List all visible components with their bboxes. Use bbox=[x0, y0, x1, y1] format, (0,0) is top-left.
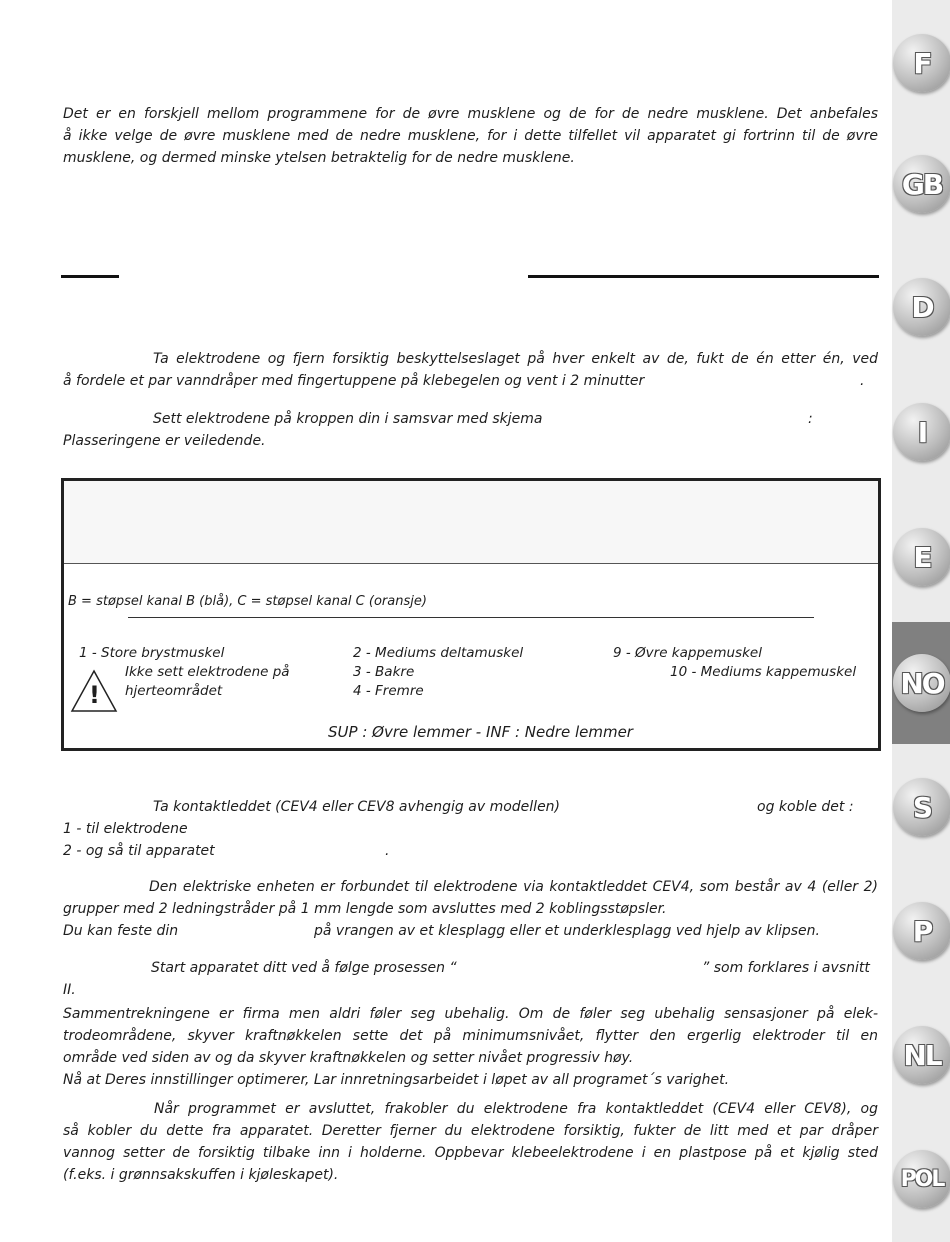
step4-line-3a: Du kan feste din bbox=[63, 923, 179, 939]
lang-tab-p[interactable]: P bbox=[893, 902, 950, 960]
warning-text-1: Ikke sett elektrodene på bbox=[125, 664, 290, 680]
step2-line-1-end: : bbox=[808, 411, 813, 427]
step3-item-2: 2 - og så til apparatet bbox=[63, 843, 215, 859]
muscle-1: 1 - Store brystmuskel bbox=[79, 645, 225, 661]
muscle-9: 9 - Øvre kappemuskel bbox=[613, 645, 762, 661]
step5-line-2: II. bbox=[63, 982, 76, 998]
warning-exclamation: ! bbox=[89, 681, 100, 709]
step4-line-3b: på vrangen av et klesplagg eller et underklesplagg ved hjelp av klipsen. bbox=[314, 923, 820, 939]
step5-para-2: trodeområdene, skyver kraftnøkkelen sette det på minimumsnivået, flytter den ergerlig elektroder til en bbox=[63, 1028, 878, 1044]
plug-legend: B = støpsel kanal B (blå), C = støpsel kanal C (oransje) bbox=[68, 594, 427, 609]
step1-line-1: Ta elektrodene og fjern forsiktig beskyttelseslaget på hver enkelt av de, fukt de én etter én, ved bbox=[153, 351, 878, 367]
step6-line-1: Når programmet er avsluttet, frakobler du elektrodene fra kontaktleddet (CEV4 eller CEV8), og bbox=[154, 1101, 878, 1117]
step5-para-4: Nå at Deres innstillinger optimerer, Lar innretningsarbeidet i løpet av all programet´s varighet. bbox=[63, 1072, 730, 1088]
muscle-4: 4 - Fremre bbox=[353, 683, 424, 699]
intro-line-3: musklene, og dermed minske ytelsen betraktelig for de nedre musklene. bbox=[63, 150, 575, 166]
lang-tab-s[interactable]: S bbox=[893, 778, 950, 836]
legend-underline bbox=[128, 617, 814, 618]
step6-line-3: vannog setter de forsiktig tilbake inn i holderne. Oppbevar klebeelektrodene i en plastpose på et kjølig sted bbox=[63, 1145, 878, 1161]
muscle-3: 3 - Bakre bbox=[353, 664, 415, 680]
step6-line-4: (f.eks. i grønnsakskuffen i kjøleskapet). bbox=[63, 1167, 339, 1183]
muscle-10: 10 - Mediums kappemuskel bbox=[670, 664, 857, 680]
intro-line-2: å ikke velge de øvre musklene med de nedre musklene, for i dette tilfellet vil apparatet gi fortrinn til de øvre bbox=[63, 128, 878, 144]
lang-tab-pol[interactable]: POL bbox=[893, 1150, 950, 1208]
step1-line-2-end: . bbox=[860, 373, 865, 389]
warning-sign bbox=[67, 661, 122, 723]
lang-tab-d[interactable]: D bbox=[893, 278, 950, 336]
section-rule-left bbox=[61, 275, 119, 278]
step2-line-1: Sett elektrodene på kroppen din i samsvar med skjema bbox=[153, 411, 543, 427]
step4-line-1: Den elektriske enheten er forbundet til elektrodene via kontaktleddet CEV4, som består av 4 (eller 2) bbox=[149, 879, 878, 895]
step5-para-3: område ved siden av og da skyver kraftnøkkelen og setter nivået progressiv høy. bbox=[63, 1050, 634, 1066]
intro-line-1: Det er en forskjell mellom programmene for de øvre musklene og de for de nedre musklene. Det anbefales bbox=[63, 106, 878, 122]
step3-item-2-end: . bbox=[385, 843, 390, 859]
limbs-legend: SUP : Øvre lemmer - INF : Nedre lemmer bbox=[328, 723, 633, 741]
step3-item-1: 1 - til elektrodene bbox=[63, 821, 188, 837]
lang-tab-nl[interactable]: NL bbox=[893, 1026, 950, 1084]
step6-line-2: så kobler du dette fra apparatet. Deretter fjerner du elektrodene forsiktig, fukter de litt med et par dråper bbox=[63, 1123, 878, 1139]
electrode-placement-box bbox=[61, 478, 881, 751]
box-header bbox=[64, 481, 878, 564]
step1-line-2: å fordele et par vanndråper med fingertuppene på klebegelen og vent i 2 minutter bbox=[63, 373, 645, 389]
lang-tab-i[interactable]: I bbox=[893, 403, 950, 461]
step5-line-1a: Start apparatet ditt ved å følge prosessen “ bbox=[151, 960, 457, 976]
step2-line-2: Plasseringene er veiledende. bbox=[63, 433, 266, 449]
step5-line-1b: ” som forklares i avsnitt bbox=[702, 960, 870, 976]
section-rule-right bbox=[528, 275, 879, 278]
step5-para-1: Sammentrekningene er firma men aldri føler seg ubehalig. Om de føler seg ubehalig sensasjoner på elek- bbox=[63, 1006, 878, 1022]
lang-tab-no[interactable]: NO bbox=[893, 654, 950, 712]
step3-line-1: Ta kontaktleddet (CEV4 eller CEV8 avhengig av modellen) bbox=[153, 799, 561, 815]
warning-text-2: hjerteområdet bbox=[125, 683, 223, 699]
step4-line-2: grupper med 2 ledningstråder på 1 mm lengde som avsluttes med 2 koblingsstøpsler. bbox=[63, 901, 667, 917]
lang-tab-e[interactable]: E bbox=[893, 528, 950, 586]
lang-tab-f[interactable]: F bbox=[893, 34, 950, 92]
muscle-2: 2 - Mediums deltamuskel bbox=[353, 645, 524, 661]
lang-tab-gb[interactable]: GB bbox=[893, 155, 950, 213]
step3-line-1-end: og koble det : bbox=[757, 799, 854, 815]
